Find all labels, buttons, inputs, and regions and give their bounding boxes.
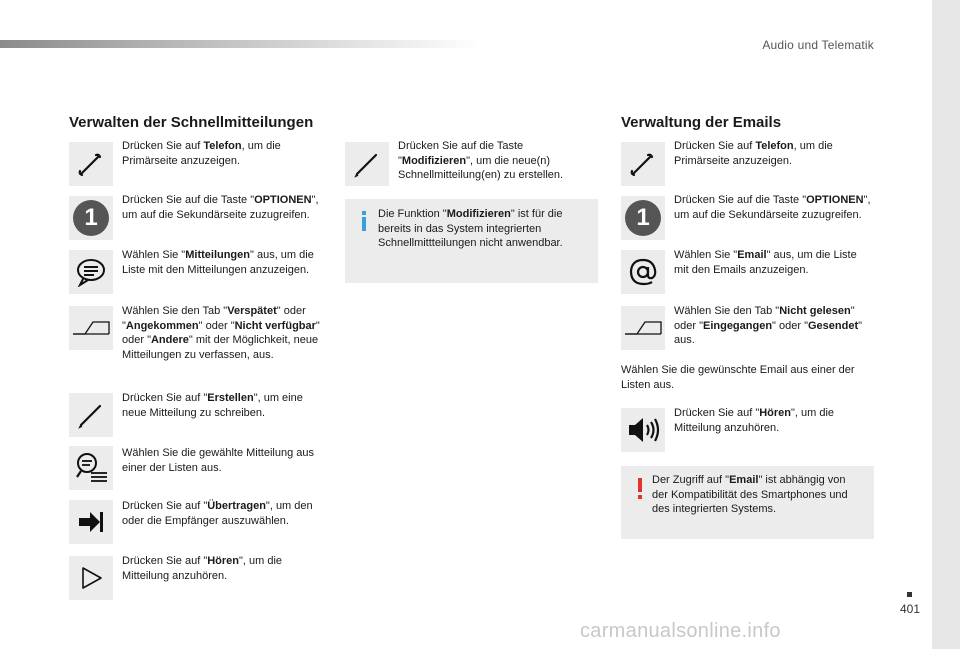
right-step-3: Wählen Sie "Email" aus, um die Liste mit den Emails anzuzeigen.	[674, 249, 857, 276]
number-one-icon: 1	[621, 196, 665, 240]
warning-note-text: Der Zugriff auf "Email" ist abhängig von der Kompatibilität des Smartphones und des integrierten Systems.	[652, 474, 848, 515]
watermark: carmanualsonline.info	[580, 620, 781, 642]
bold-term: Telefon	[755, 140, 794, 152]
left-step-7: Drücken Sie auf "Übertragen", um den oder die Empfänger auszuwählen.	[122, 500, 313, 527]
page-marker	[907, 592, 912, 597]
bold-term: Hören	[207, 555, 240, 567]
left-step-8: Drücken Sie auf "Hören", um die Mitteilung anzuhören.	[122, 555, 283, 582]
right-plain-text: Wählen Sie die gewünschte Email aus einer der Listen aus.	[621, 364, 855, 391]
middle-step: Drücken Sie auf die Taste "Modifizieren", um die neue(n) Schnellmitteilung(en) zu erstellen.	[398, 140, 564, 181]
bold-term: Telefon	[203, 140, 242, 152]
bold-term: Angekommen	[125, 319, 199, 332]
left-step-2: Drücken Sie auf die Taste "OPTIONEN", um auf die Sekundärseite zuzugreifen.	[122, 194, 319, 221]
right-step-2: Drücken Sie auf die Taste "OPTIONEN", um auf die Sekundärseite zuzugreifen.	[674, 194, 871, 221]
message-icon	[69, 250, 113, 294]
bold-term: Modifizieren	[401, 154, 467, 167]
number-one-icon: 1	[69, 196, 113, 240]
right-step-5: Drücken Sie auf "Hören", um die Mitteilung anzuhören.	[674, 407, 835, 434]
forward-icon	[69, 500, 113, 544]
handset-icon	[621, 142, 665, 186]
right-step-1: Drücken Sie auf Telefon, um die Primärseite anzuzeigen.	[674, 140, 833, 167]
tab-icon	[69, 306, 113, 350]
bold-term: Eingegangen	[702, 319, 773, 332]
header-gradient-bar	[0, 40, 480, 48]
bold-term: Erstellen	[207, 392, 254, 404]
warning-note	[621, 466, 874, 539]
info-note-text: Die Funktion "Modifizieren" ist für die bereits in das System integrierten Schnellmittteilungen nicht anwendbar.	[378, 208, 563, 249]
bold-term: Nicht gelesen	[779, 305, 851, 317]
left-step-1: Drücken Sie auf Telefon, um die Primärseite anzuzeigen.	[122, 140, 281, 167]
left-step-6: Wählen Sie die gewählte Mitteilung aus einer der Listen aus.	[122, 447, 315, 474]
pencil-icon	[69, 393, 113, 437]
play-icon	[69, 556, 113, 600]
tab-icon	[621, 306, 665, 350]
speaker-icon	[621, 408, 665, 452]
bold-term: Mitteilungen	[185, 249, 250, 261]
bold-term: Gesendet	[808, 319, 859, 332]
section-title: Audio und Telematik	[762, 38, 874, 52]
left-step-3: Wählen Sie "Mitteilungen" aus, um die Liste mit den Mitteilungen anzuzeigen.	[122, 249, 314, 276]
bold-term: Email	[737, 249, 767, 261]
page-edge-strip	[932, 0, 960, 649]
search-list-icon	[69, 446, 113, 490]
warning-icon	[635, 478, 645, 505]
pencil-icon	[345, 142, 389, 186]
info-note	[345, 199, 598, 283]
bold-term: Modifizieren	[446, 208, 511, 220]
bold-term: Andere	[150, 334, 189, 346]
bold-term: Hören	[759, 407, 792, 419]
handset-icon	[69, 142, 113, 186]
bold-term: OPTIONEN	[254, 194, 312, 206]
right-step-4: Wählen Sie den Tab "Nicht gelesen" oder "Eingegangen" oder "Gesendet" aus.	[674, 305, 863, 346]
left-heading: Verwalten der Schnellmitteilungen	[69, 114, 314, 131]
bold-term: Email	[729, 474, 759, 486]
left-step-4: Wählen Sie den Tab "Verspätet" oder "Angekommen" oder "Nicht verfügbar" oder "Andere" mit der Möglichkeit, neue Mitteilungen zu verfassen, aus.	[122, 305, 320, 361]
at-icon	[621, 250, 665, 294]
bold-term: Verspätet	[227, 305, 277, 317]
bold-term: Nicht verfügbar	[234, 319, 316, 332]
left-step-5: Drücken Sie auf "Erstellen", um eine neue Mitteilung zu schreiben.	[122, 392, 303, 419]
right-heading: Verwaltung der Emails	[621, 114, 782, 131]
info-icon	[359, 211, 369, 236]
bold-term: Übertragen	[207, 500, 266, 512]
bold-term: OPTIONEN	[806, 194, 864, 206]
page-number: 401	[900, 602, 921, 616]
